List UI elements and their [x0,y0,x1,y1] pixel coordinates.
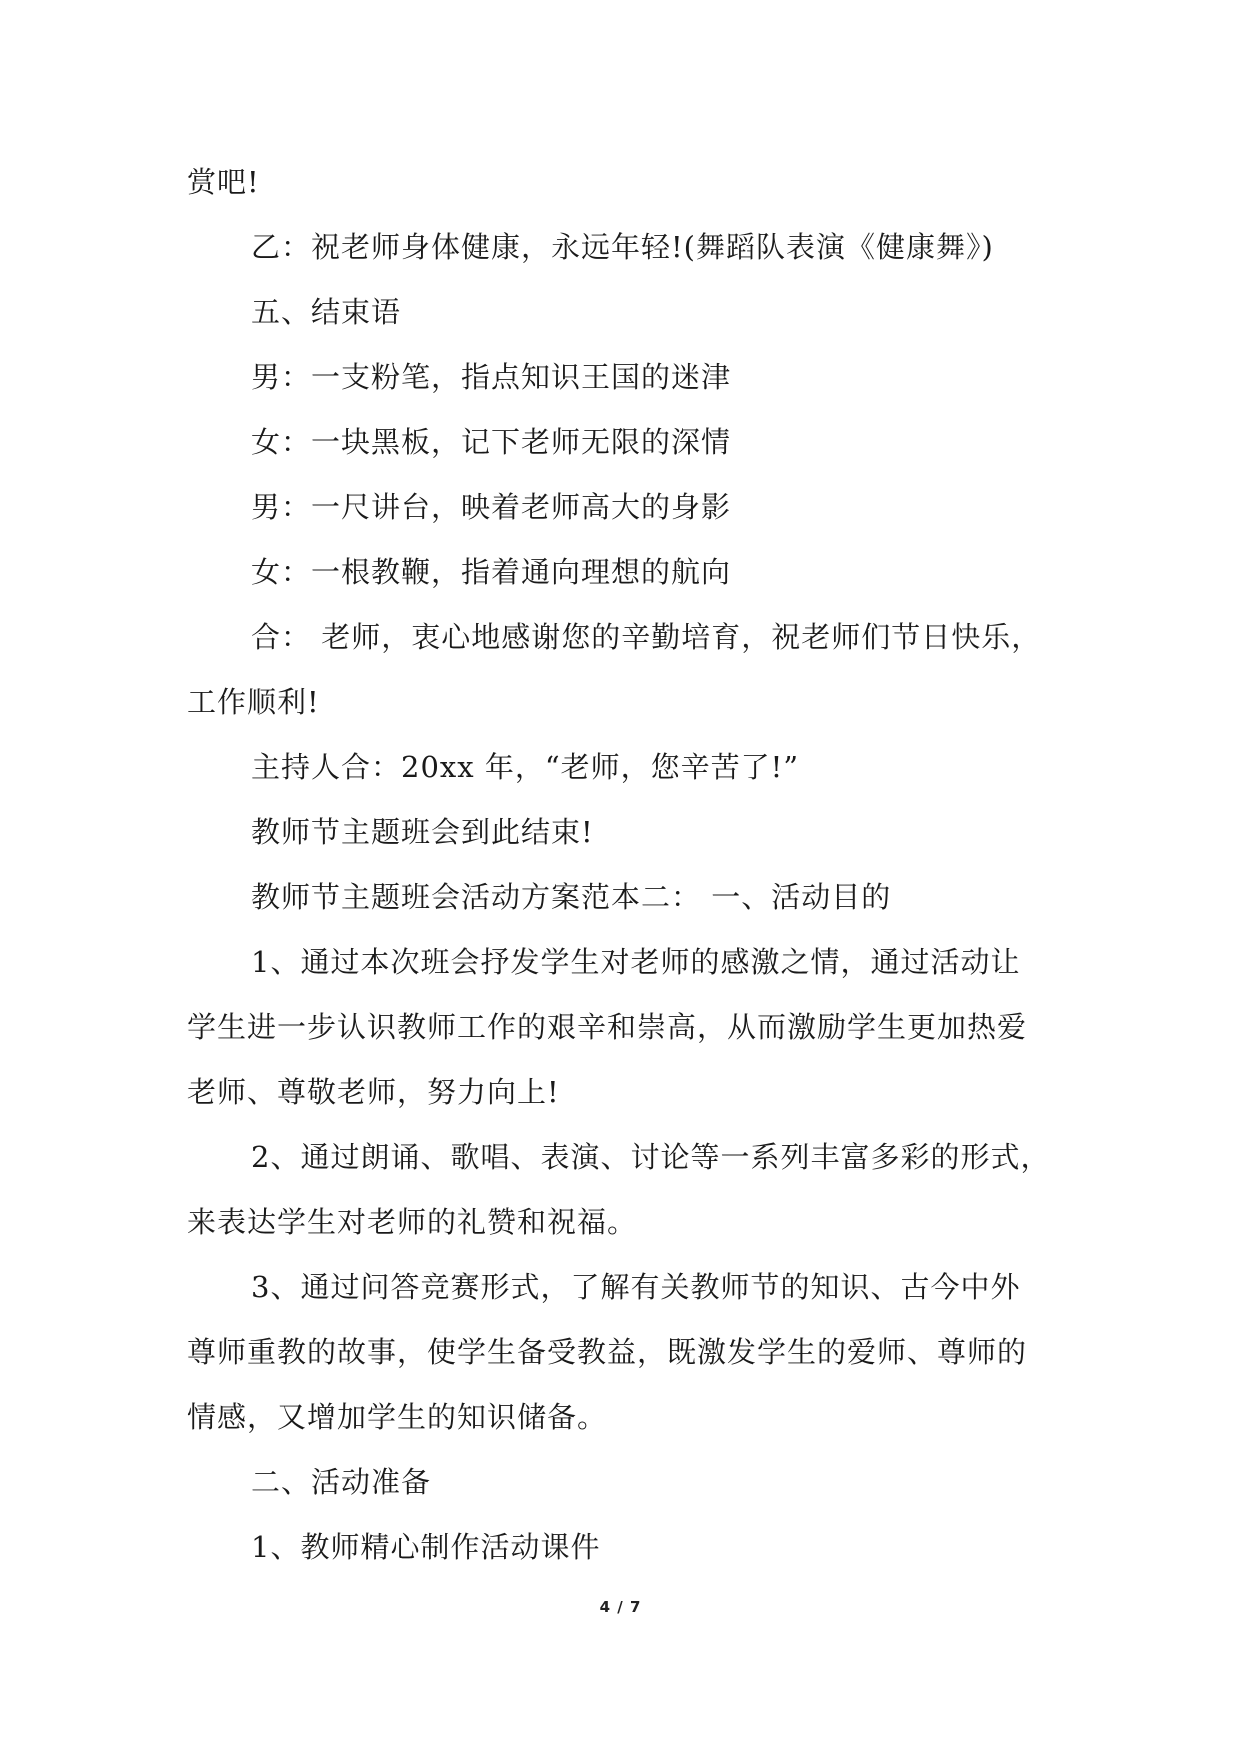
paragraph: 合： 老师，衷心地感谢您的辛勤培育，祝老师们节日快乐， [251,620,1042,654]
paragraph: 情感，又增加学生的知识储备。 [187,1400,608,1434]
paragraph: 1、教师精心制作活动课件 [251,1530,601,1564]
paragraph: 3、通过问答竞赛形式，了解有关教师节的知识、古今中外 [251,1270,1021,1304]
paragraph: 女：一块黑板，记下老师无限的深情 [251,425,732,459]
section-heading: 五、结束语 [251,295,402,329]
paragraph: 1、通过本次班会抒发学生对老师的感激之情，通过活动让 [251,945,1021,979]
paragraph: 赏吧! [187,165,260,199]
page-number: 4 / 7 [599,1598,642,1616]
paragraph: 乙：祝老师身体健康，永远年轻!(舞蹈队表演《健康舞》) [251,230,994,264]
paragraph: 尊师重教的故事，使学生备受教益，既激发学生的爱师、尊师的 [187,1335,1028,1369]
paragraph: 来表达学生对老师的礼赞和祝福。 [187,1205,638,1239]
body-text [187,150,1067,1580]
paragraph: 男：一尺讲台，映着老师高大的身影 [251,490,732,524]
paragraph: 教师节主题班会到此结束! [251,815,594,849]
paragraph: 2、通过朗诵、歌唱、表演、讨论等一系列丰富多彩的形式， [251,1140,1051,1174]
paragraph: 男：一支粉笔，指点知识王国的迷津 [251,360,732,394]
paragraph: 工作顺利! [187,685,320,719]
paragraph: 学生进一步认识教师工作的艰辛和崇高，从而激励学生更加热爱 [187,1010,1028,1044]
paragraph: 老师、尊敬老师，努力向上! [187,1075,560,1109]
section-heading: 教师节主题班会活动方案范本二： 一、活动目的 [251,880,892,914]
paragraph: 女：一根教鞭，指着通向理想的航向 [251,555,732,589]
section-heading: 二、活动准备 [251,1465,432,1499]
paragraph: 主持人合：20xx 年，“老师，您辛苦了!” [251,750,800,784]
